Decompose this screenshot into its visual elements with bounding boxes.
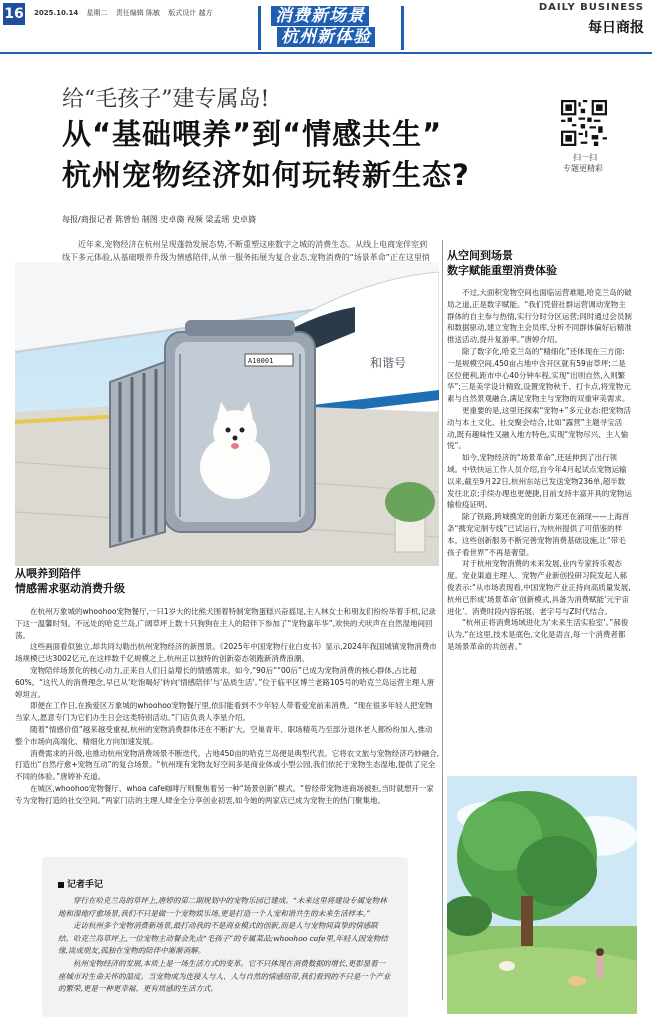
page-number: 16 — [3, 3, 25, 25]
right-subhead2: 数字赋能重塑消费体验 — [447, 264, 557, 277]
left-paragraph: 即便在工作日,在换爱区万象城的whoohoo宠物餐厅里,依旧能看到不少年轻人带着爱宠前来消费。“现在很多年轻人把宠物当家人,愿意专门为它们办生日会这类特别活动。”门店负责人李星介绍。 — [15, 701, 433, 723]
reporter-note-body — [58, 895, 392, 996]
brand-chinese: 每日商报 — [588, 20, 644, 36]
issue-meta — [34, 8, 218, 18]
reporter-note-title: 记者手记 — [58, 877, 103, 890]
right-paragraph: 除了铁路,跨城携宠的创新方案还在涌现——上海首条“携宠定制专线”已试运行,为杭州提供了可借鉴的样本。这些创新服务不断完善宠物消费基础设施,让“带毛孩子看世界”不再是奢望。 — [447, 512, 630, 557]
issue-designer: 版式设计 越方 — [168, 9, 213, 17]
right-paragraph: 除了数字化,哈克兰岛的“精细化”还体现在三方面:一是规模空间,450亩占地中含开区就有59亩草坪;二是区位便利,距市中心40分钟车程,实现“出则自然,入则繁华”;三是美学设计精致,设置宠物秋千、打卡点,将宠物元素与自然景观融合,满足宠物主与宠物的双重审美需求。 — [447, 346, 631, 404]
right-paragraph: 更重要的是,这里还探索“宠物+”多元业态:把宠物活动与本土文化、社交聚会结合,比如“露营”主题寻宝活动,既有趣味性又融入地方特色,实现“宠物尽兴、主人愉悦”。 — [447, 405, 631, 451]
right-article-body — [447, 287, 632, 653]
lead-paragraph: 近年来,宠物经济在杭州呈现蓬勃发展态势,不断重塑这座数字之城的消费生态。从线上电商宠伴室到线下多元体验,从基础喂养升级为情感陪伴,从单一服务拓展为复合业态,宠物消费的“场景革命”正在这里悄 — [62, 240, 430, 262]
newspaper-brand — [539, 2, 644, 37]
left-paragraph: 这些画面看似独立,却共同勾勒出杭州宠物经济的新图景。《2025年中国宠物行业白皮书》显示,2024年我国城镇宠物消费市场规模已达3002亿元,在这样数千亿规模之上,杭州正以独特的创新姿态领跑新消费浪潮。 — [15, 642, 437, 664]
park-illustration — [447, 776, 637, 1014]
headline-line1: 从“基础喂养”到“情感共生” — [62, 117, 443, 151]
issue-date: 2025.10.14 — [34, 9, 79, 17]
qr-label-topic: 专题更精彩 — [563, 164, 603, 173]
qr-label-scan: 扫一扫 — [573, 153, 597, 162]
left-paragraph: 在杭州万象城的whoohoo宠物餐厅,一只1岁大的比熊犬围着特制宠物蛋糕兴奋摇尾,主人林女士和朋友们纷纷举着手机,记录下这一温馨时刻。不远处的哈克兰岛,广阔草坪上数十只狗狗在主人的陪伴下参加了“宠物嘉年华”,欢快的犬吠声在自然湿地间回荡。 — [15, 607, 436, 640]
pet-carrier-train-illustration — [15, 262, 439, 566]
left-article-body — [15, 606, 440, 807]
note-paragraph: 穿行在哈克兰岛的草坪上,唐婷的第二期规划中的宠物乐园已建成。“未来这里将建设专属宠物林地和湿地疗愈场景,我们不只是做一个宠物娱乐场,更是打造一个人宠和谐共生的未来生活样本。” — [58, 896, 387, 918]
left-subhead2: 情感需求驱动消费升级 — [15, 582, 125, 595]
train-label: 和谐号 — [370, 356, 407, 370]
right-subhead1: 从空间到场景 — [447, 249, 513, 262]
brand-english: DAILY BUSINESS — [538, 2, 644, 13]
left-paragraph: 宠物陪伴场景化的核心动力,正来自人们日益增长的情感需求。如今,“90后”“00后”已成为宠物消费的核心群体,占比超60%。“这代人的消费理念,早已从‘吃饱喝好’转向‘情感陪伴’与‘品质生活’。”位于临平区博兰老路105号的哈克兰岛运营主理人唐婷坦言。 — [15, 665, 435, 699]
qr-code[interactable] — [561, 100, 607, 146]
right-paragraph: 不过,大面积宠物空间也面临运营难题,哈克兰岛的破局之道,正是数字赋能。“我们凭借社群运营调动宠物主群体的自主参与热情,实行分时分区运营;同时通过会员制和数据驱动,建立宠物主会员库,分析不同群体偏好后精准推送活动,提升复游率。”唐婷介绍。 — [447, 288, 632, 345]
note-paragraph: 杭州宠物经济的发展,本质上是一场生活方式的变革。它不只体现在消费数据的增长,更彰显着一座城市对生命关怀的温度。当宠物成为连接人与人、人与自然的情感纽带,我们看到的不只是一个产业的繁荣,更是一种更幸福、更有质感的生活方式。 — [58, 958, 391, 994]
note-paragraph: 走访杭州多个宠物消费新场景,最打动我的不是商业模式的创新,而是人与宠物间真挚的情感联结。哈克兰岛草坪上,一位宠物主动餐会先点“毛孩子”的专属菜品;whoohoo cafe里,年轻人因宠物结缘,谈成朋友,孤独在宠物的陪伴中渐渐消解。 — [58, 921, 388, 956]
right-paragraph: 对于杭州宠物消费的未来发展,业内专家持乐观态度。宠业渠道主理人、宠物产业新创投研习院发起人郝俊表示:“从市场表现看,中国宠物产业正持向高质量发展,杭州已形成‘场景革命’创新模式,具备为消费赋能‘元宇宙进化’、消费时段内容拓展、老字号与Z时代结合。 — [447, 559, 631, 616]
left-subhead1: 从喂养到陪伴 — [15, 567, 81, 580]
left-paragraph: 消费需求的升级,也推动杭州宠物消费场景不断迭代。占地450亩的哈克兰岛便是典型代表。它将农文旅与宠物经济巧妙融合,打造出“自然疗愈+宠物互动”的复合场景。“杭州现有宠物友好空间多是商业体或小型公园,我们依托于宠物生态湿地,提供了完全不同的体验。”唐婷补充道。 — [15, 748, 440, 782]
right-paragraph: “杭州正将消费场域进化为‘未来生活实验室’。”郝俊认为,“在这里,技术是底色,文化是语言,每一个消费者都是场景革命的共创者。” — [447, 618, 629, 651]
kicker: 给“毛孩子”建专属岛! — [62, 87, 270, 112]
byline: 每报/商报记者 陈曾怡 制图 史卓旖 视频 梁孟瑶 史卓旖 — [62, 215, 256, 224]
issue-editor: 责任编辑 陈敏 — [115, 9, 160, 17]
right-paragraph: 如今,宠物经济的“场景革命”,还延伸到了出行领域。中铁快运工作人员介绍,自今年4月起试点宠物运输以来,截至9月22日,杭州东站已发送宠物236单,超半数发往北京;手续办理也更便捷,目前支持丰富开具的宠物运输检疫证明。 — [447, 453, 632, 510]
header-rule — [0, 52, 652, 54]
issue-weekday: 星期二 — [86, 9, 108, 17]
headline-line2: 杭州宠物经济如何玩转新生态? — [62, 158, 470, 192]
column-banner — [258, 6, 404, 50]
left-paragraph: 随着“情感价值”越来越受重视,杭州的宠物消费群体还在不断扩大。空巢青年、职场精英乃至部分退休老人都纷纷加入,推动整个市场向高端化、精细化方向加速发展。 — [15, 724, 433, 746]
column-divider — [442, 240, 443, 1000]
left-paragraph: 在城区,whoohoo宠物餐厅、whoa cafe咖啡厅则聚焦着另一种“场景创新”模式。“曾经带宠物进商场被拒,当时就想开一家专为宠物打造的社交空间。”两家门店的主理人肆金全分享创业初衷,如今她的两家店已成为宠物主的热门聚集地。 — [15, 783, 434, 805]
carrier-tag: A10001 — [248, 357, 274, 365]
column-line2: 杭州新体验 — [277, 27, 375, 47]
column-line1: 消费新场景 — [271, 6, 369, 26]
